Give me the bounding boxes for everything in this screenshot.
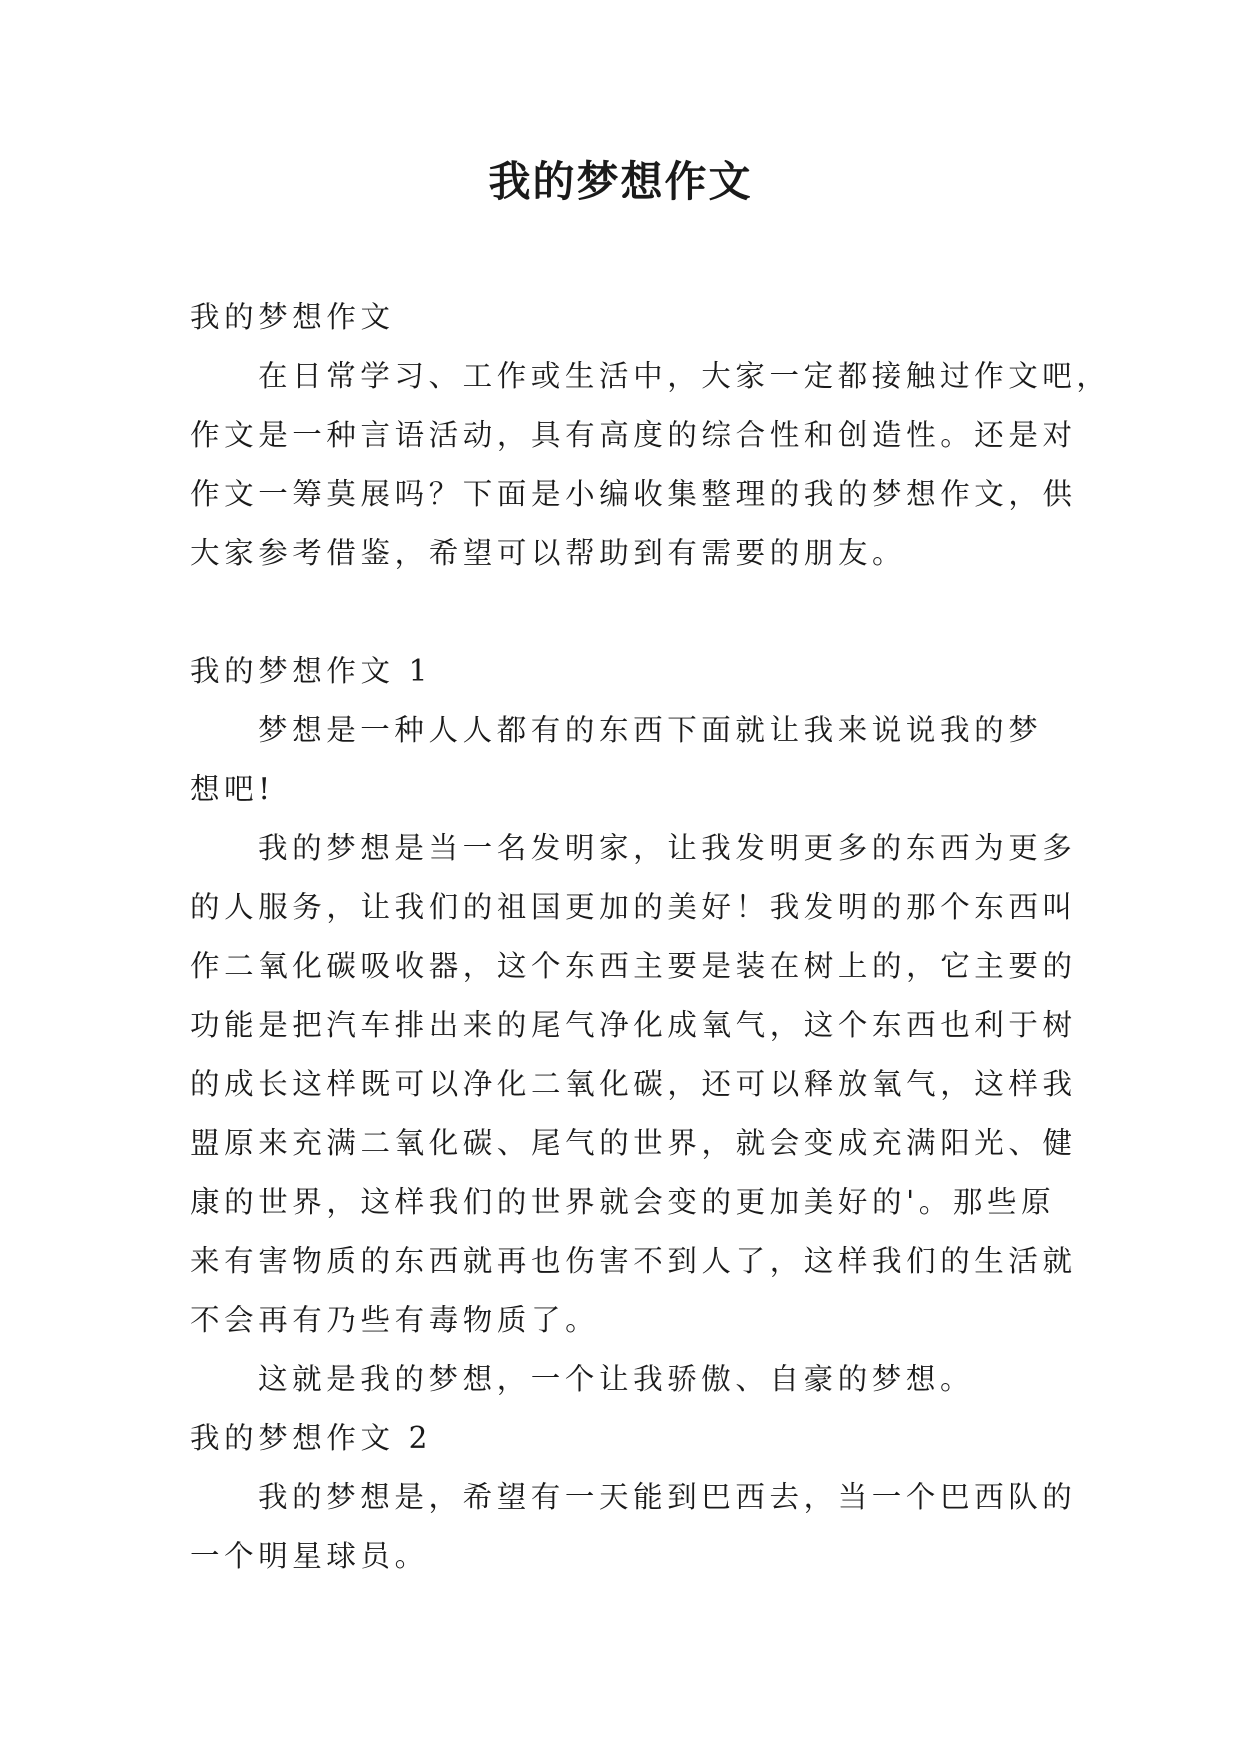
document-body <box>190 288 1111 1586</box>
text-line: 在日常学习、工作或生活中，大家一定都接触过作文吧， <box>258 359 1111 393</box>
text-line: 梦想是一种人人都有的东西下面就让我来说说我的梦 <box>258 713 1043 747</box>
text-line: 一个明星球员。 <box>190 1539 429 1573</box>
essay2-paragraph-1 <box>190 1468 1077 1586</box>
text-line: 盟原来充满二氧化碳、尾气的世界，就会变成充满阳光、健 <box>190 1126 1077 1160</box>
text-line: 作文一筹莫展吗？下面是小编收集整理的我的梦想作文，供 <box>190 477 1077 511</box>
text-line: 不会再有乃些有毒物质了。 <box>190 1303 600 1337</box>
text-line: 作文是一种言语活动，具有高度的综合性和创造性。还是对 <box>190 418 1077 452</box>
page-title: 我的梦想作文 <box>488 157 753 206</box>
text-line: 康的世界，这样我们的世界就会变的更加美好的'。那些原 <box>190 1185 1056 1219</box>
intro-heading: 我的梦想作文 <box>190 300 395 334</box>
text-line: 功能是把汽车排出来的尾气净化成氧气，这个东西也利于树 <box>190 1008 1077 1042</box>
intro-paragraph <box>190 347 1111 583</box>
text-line: 我的梦想是，希望有一天能到巴西去，当一个巴西队的 <box>258 1480 1077 1514</box>
essay2-heading: 我的梦想作文 2 <box>190 1421 432 1455</box>
text-line: 我的梦想是当一名发明家，让我发明更多的东西为更多 <box>258 831 1077 865</box>
essay1-heading: 我的梦想作文 1 <box>190 654 432 688</box>
text-line: 这就是我的梦想，一个让我骄傲、自豪的梦想。 <box>258 1362 975 1396</box>
text-line: 的人服务，让我们的祖国更加的美好！我发明的那个东西叫 <box>190 890 1077 924</box>
essay1-paragraph-2 <box>190 819 1077 1350</box>
section-spacer <box>190 583 1050 642</box>
essay1-paragraph-1 <box>190 701 1050 819</box>
text-line: 想吧! <box>190 772 275 806</box>
text-line: 的成长这样既可以净化二氧化碳，还可以释放氧气，这样我 <box>190 1067 1077 1101</box>
essay1-paragraph-3 <box>190 1350 1050 1409</box>
text-line: 大家参考借鉴，希望可以帮助到有需要的朋友。 <box>190 536 907 570</box>
text-line: 来有害物质的东西就再也伤害不到人了，这样我们的生活就 <box>190 1244 1077 1278</box>
text-line: 作二氧化碳吸收器，这个东西主要是装在树上的，它主要的 <box>190 949 1077 983</box>
